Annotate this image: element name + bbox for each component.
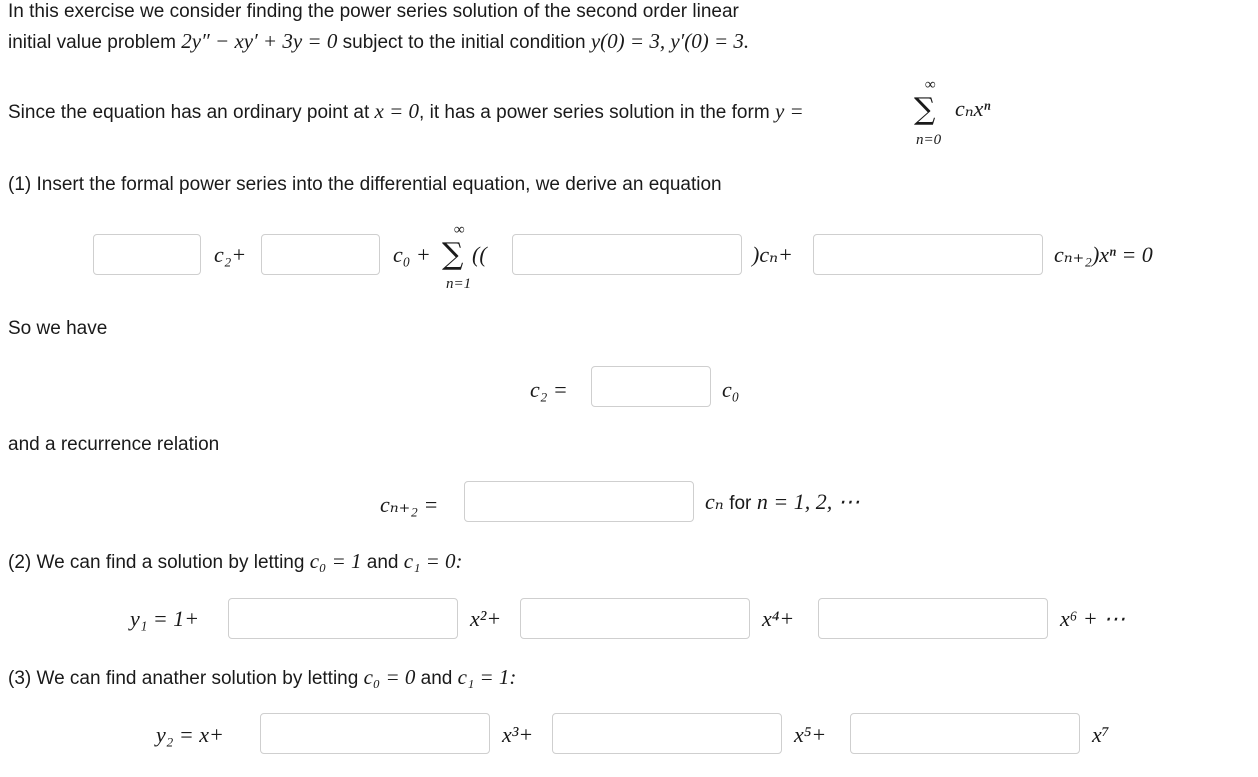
- step3-label-text: (3) We can find anather solution by letting: [8, 668, 359, 689]
- step3-cond2: c₁ = 1:: [457, 665, 517, 689]
- recurrence-rhs: [705, 489, 860, 517]
- step1-cn2-coef-input[interactable]: [813, 234, 1043, 275]
- step1-c2-plus: c₂+: [214, 242, 247, 267]
- c2-lhs: c₂ =: [530, 377, 568, 402]
- y2-x5-coef-input[interactable]: [552, 713, 782, 754]
- sum-lower-form: n=0: [916, 132, 942, 148]
- step1-cn-coef-input[interactable]: [512, 234, 742, 275]
- form-lhs: y =: [774, 99, 804, 123]
- step2-label-text: (2) We can find a solution by letting: [8, 552, 305, 573]
- c2-coef-input[interactable]: [591, 366, 711, 407]
- intro-line2: [8, 29, 749, 55]
- recurrence-range: n = 1, 2, ⋯: [756, 489, 860, 514]
- sum-upper-step1: ∞: [454, 222, 465, 238]
- step2-cond: c₀ = 1: [309, 549, 362, 573]
- recurrence-lhs: cₙ₊₂ =: [380, 492, 439, 517]
- step1-tail: cₙ₊₂)xⁿ = 0: [1054, 242, 1153, 267]
- intro-condition: y(0) = 3, y′(0) = 3.: [590, 29, 750, 53]
- y2-x7-coef-input[interactable]: [850, 713, 1080, 754]
- step1-open-paren: ((: [472, 242, 487, 267]
- recurrence-coef-input[interactable]: [464, 481, 694, 522]
- y1-x4-coef-input[interactable]: [520, 598, 750, 639]
- y1-lhs: y₁ = 1+: [130, 606, 200, 631]
- so-we-have-label: So we have: [8, 318, 108, 339]
- intro-line1: In this exercise we consider finding the power series solution of the second order linear: [8, 1, 739, 22]
- intro-equation: 2y″ − xy′ + 3y = 0: [181, 29, 338, 53]
- ordinary-text: Since the equation has an ordinary point at: [8, 102, 370, 123]
- y2-x3-coef-input[interactable]: [260, 713, 490, 754]
- step1-c2-coef-input[interactable]: [93, 234, 201, 275]
- step2-cond2: c₁ = 0:: [403, 549, 463, 573]
- step3-label: [8, 665, 516, 691]
- form-term: cₙxⁿ: [955, 96, 991, 121]
- y1-x6-term: x⁶ + ⋯: [1060, 606, 1126, 631]
- ordinary-text2: , it has a power series solution in the form: [419, 102, 770, 123]
- step2-and: and: [366, 552, 399, 573]
- ordinary-line: [8, 99, 804, 125]
- intro-subject-text: subject to the initial condition: [342, 32, 586, 53]
- ordinary-point: x = 0: [374, 99, 420, 123]
- step2-label: [8, 549, 463, 575]
- y1-x2-term: x²+: [470, 606, 502, 631]
- y2-lhs: y₂ = x+: [156, 722, 224, 747]
- recurrence-for: for: [729, 493, 752, 514]
- step1-c0-plus: c₀ +: [393, 242, 431, 267]
- y1-x4-term: x⁴+: [762, 606, 795, 631]
- recurrence-label: and a recurrence relation: [8, 434, 220, 455]
- recurrence-var: cₙ: [705, 489, 724, 514]
- step1-cn-plus: )cₙ+: [752, 242, 793, 267]
- y2-x7-term: x⁷: [1092, 722, 1110, 747]
- c2-rhs: c₀: [722, 377, 740, 402]
- sigma-icon: ∑: [914, 92, 936, 127]
- sum-lower-step1: n=1: [446, 276, 472, 292]
- y2-x5-term: x⁵+: [794, 722, 827, 747]
- intro-ivp-text: initial value problem: [8, 32, 176, 53]
- step3-and: and: [420, 668, 453, 689]
- y1-x6-coef-input[interactable]: [818, 598, 1048, 639]
- step1-c0-coef-input[interactable]: [261, 234, 380, 275]
- sum-upper-form: ∞: [925, 77, 936, 93]
- y1-x2-coef-input[interactable]: [228, 598, 458, 639]
- y2-x3-term: x³+: [502, 722, 534, 747]
- sigma-icon: ∑: [442, 237, 464, 272]
- step1-label: (1) Insert the formal power series into the differential equation, we derive an equation: [8, 174, 722, 195]
- step3-cond: c₀ = 0: [363, 665, 416, 689]
